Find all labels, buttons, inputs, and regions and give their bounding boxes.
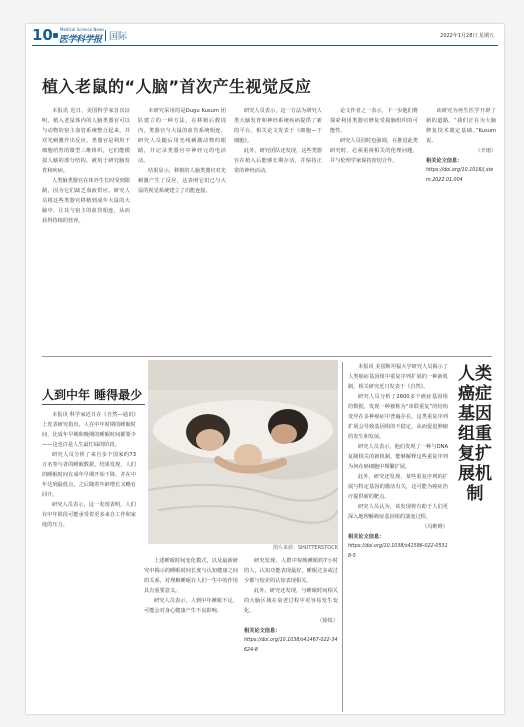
paragraph: 人类脑类器官在体外生长时受到限制，因为它们缺乏血液供应。研究人员将这些类器官移植到成年大鼠的大脑中，让其与宿主的血管相连，从而获得持续的营养。 <box>42 178 130 224</box>
paragraph: 此外，研究还发现，某些重复序列的扩展与特定基因的激活有关，这可能为癌症治疗提供新的靶点。 <box>348 474 448 500</box>
article2-title: 人到中年 睡得最少 <box>42 388 143 402</box>
article3-source-label: 相关论文信息： <box>348 534 385 540</box>
article1-source-link[interactable]: https://doi.org/10.1016/j.stem.2022.01.004 <box>426 168 494 183</box>
sleeping-family-photo <box>148 360 338 544</box>
page-number: 10 <box>32 26 53 44</box>
paragraph: 研究人员分析了来自多个国家约73万名参与者的睡眠数据，结果发现，人们的睡眠时间在成年早期开始下降，并在中年达到最低点，之后随着年龄增长又略有回升。 <box>42 452 136 498</box>
paragraph: 研究人员认为，该发现将有助于人们更深入地理解癌症基因组的演变过程。 <box>348 504 448 520</box>
article1-column-4 <box>330 106 418 374</box>
article1-column-2 <box>138 106 226 374</box>
article2-column-1 <box>42 410 136 710</box>
article2-source-label: 相关论文信息： <box>244 628 281 634</box>
article3-column-1 <box>348 362 448 710</box>
article1-source-label: 相关论文信息： <box>426 158 463 164</box>
header-separator <box>105 30 106 41</box>
article3-signature: （冯维维） <box>422 524 448 530</box>
article2-column-2 <box>144 556 238 710</box>
article2-title-rule <box>42 404 145 405</box>
paragraph: 该研究为再生医学开辟了新的道路。“我们正在为大脑修复技术奠定基础。”Kusum说。 <box>426 108 496 144</box>
article3-title: 人类癌症基因组重复扩展机制 <box>458 364 492 504</box>
paragraph: 研究人员表示，人到中年睡眠不足，可能会对身心健康产生不良影响。 <box>144 598 238 614</box>
paragraph: 研究人员表示，这一发现表明，人们在中年阶段可能承受着更多来自工作和家庭的压力。 <box>42 502 136 528</box>
article1-column-1 <box>42 106 130 374</box>
section-label: 国际 <box>109 32 128 42</box>
header-rule <box>32 45 498 46</box>
issue-date: 2022年1月28日 星期五 <box>440 33 494 39</box>
paragraph: 研究发现，人群中每晚睡眠约7小时的人，认知功能表现最好。睡眠过多或过少都与较差的认知表现相关。 <box>244 558 338 584</box>
photo-credit: 图片来源：SHUTTERSTOCK <box>272 545 338 551</box>
column-divider <box>342 362 343 712</box>
paragraph: 此外，研究团队还发现，这些类器官在植入后能够长期存活，并保持正常的神经活动。 <box>234 148 322 174</box>
article1-column-3 <box>234 106 322 374</box>
paragraph: 本研究采用的是Dugu Kusum 团队建立的一种方法，在移植后数周内，类器官与大鼠的血管系统相连。研究人员随后用光线刺激动物的眼睛，并记录类器官中神经元的电活动。 <box>138 108 226 164</box>
article2-signature: （徐锐） <box>317 618 338 624</box>
paragraph: 本报讯 科学家近日在《自然—通讯》上发表研究指出，人在中年时期的睡眠时间，比成年早期和晚期的睡眠时间都要少——这也许是人生最忙碌的阶段。 <box>42 412 136 448</box>
brand-english: Medical Science News <box>60 27 105 32</box>
article1-signature: （辛雨） <box>475 148 496 154</box>
page-number-marker <box>53 33 58 38</box>
paragraph: 研究人员表示，他们发现了一种与DNA复制相关的新机制，能够解释这些重复序列为何在癌细胞中频繁扩展。 <box>348 444 448 470</box>
paragraph: 上述睡眠时间变化模式，以及最新研究中揭示的睡眠时间长度与认知健康之间的关系，对理解睡眠在人们一生中的作用具有重要意义。 <box>144 558 238 594</box>
photo-illustration <box>148 360 338 544</box>
paragraph: 研究人员表示，这一方法为研究人类大脑发育和神经系统疾病提供了新的平台。相关论文发表于《细胞—干细胞》。 <box>234 108 322 144</box>
paragraph: 研究人员同时也强调，在推进此类研究时，必须重视相关的伦理问题，并与伦理学家保持密切合作。 <box>330 138 418 164</box>
paragraph: 研究人员分析了2600多个癌症基因组的数据，发现一种被称为“串联重复”的结构变异在多种癌症中普遍存在。这类重复序列扩展会导致基因组的不稳定，从而促进肿瘤的发生和发展。 <box>348 394 448 440</box>
page-header <box>26 24 504 46</box>
newspaper-page <box>26 24 504 714</box>
article2-column-3 <box>244 556 338 710</box>
paragraph: 结果显示，移植的人脑类器官对光刺激产生了反应，这表明它们已与大鼠的视觉系统建立了功能连接。 <box>138 168 226 194</box>
article1-title: 植入老鼠的“人脑”首次产生视觉反应 <box>42 77 312 96</box>
article-divider <box>42 356 492 357</box>
article1-column-5 <box>426 106 496 374</box>
paragraph: 论文作者之一表示，下一步他们将探索利用类器官修复受损脑组织的可能性。 <box>330 108 418 134</box>
article3-source-link[interactable]: https://doi.org/10.1038/s41586-022-05318-5 <box>348 544 448 559</box>
paragraph: 本报讯 近日，美国科学家首次证明，植入老鼠体内的人脑类器官可以与动物的宿主血管系统整合起来，并对光刺激作出反应。类器官是利用干细胞培育的微型三维组织，它们能模拟人脑的部分结构，被用于研究脑发育和疾病。 <box>42 108 130 174</box>
brand-logo: 医学科学报 <box>59 35 102 45</box>
article2-source-link[interactable]: https://doi.org/10.1038/s41467-022-34624-8 <box>244 638 338 653</box>
paragraph: 此外，研究还发现，与睡眠时间相关的大脑区域在衰老过程中更容易发生变化。 <box>244 588 338 614</box>
paragraph: 本报讯 美国斯坦福大学研究人员揭示了人类癌症基因组中重复序列扩展的一种新机制。相关研究近日发表于《自然》。 <box>348 364 448 390</box>
